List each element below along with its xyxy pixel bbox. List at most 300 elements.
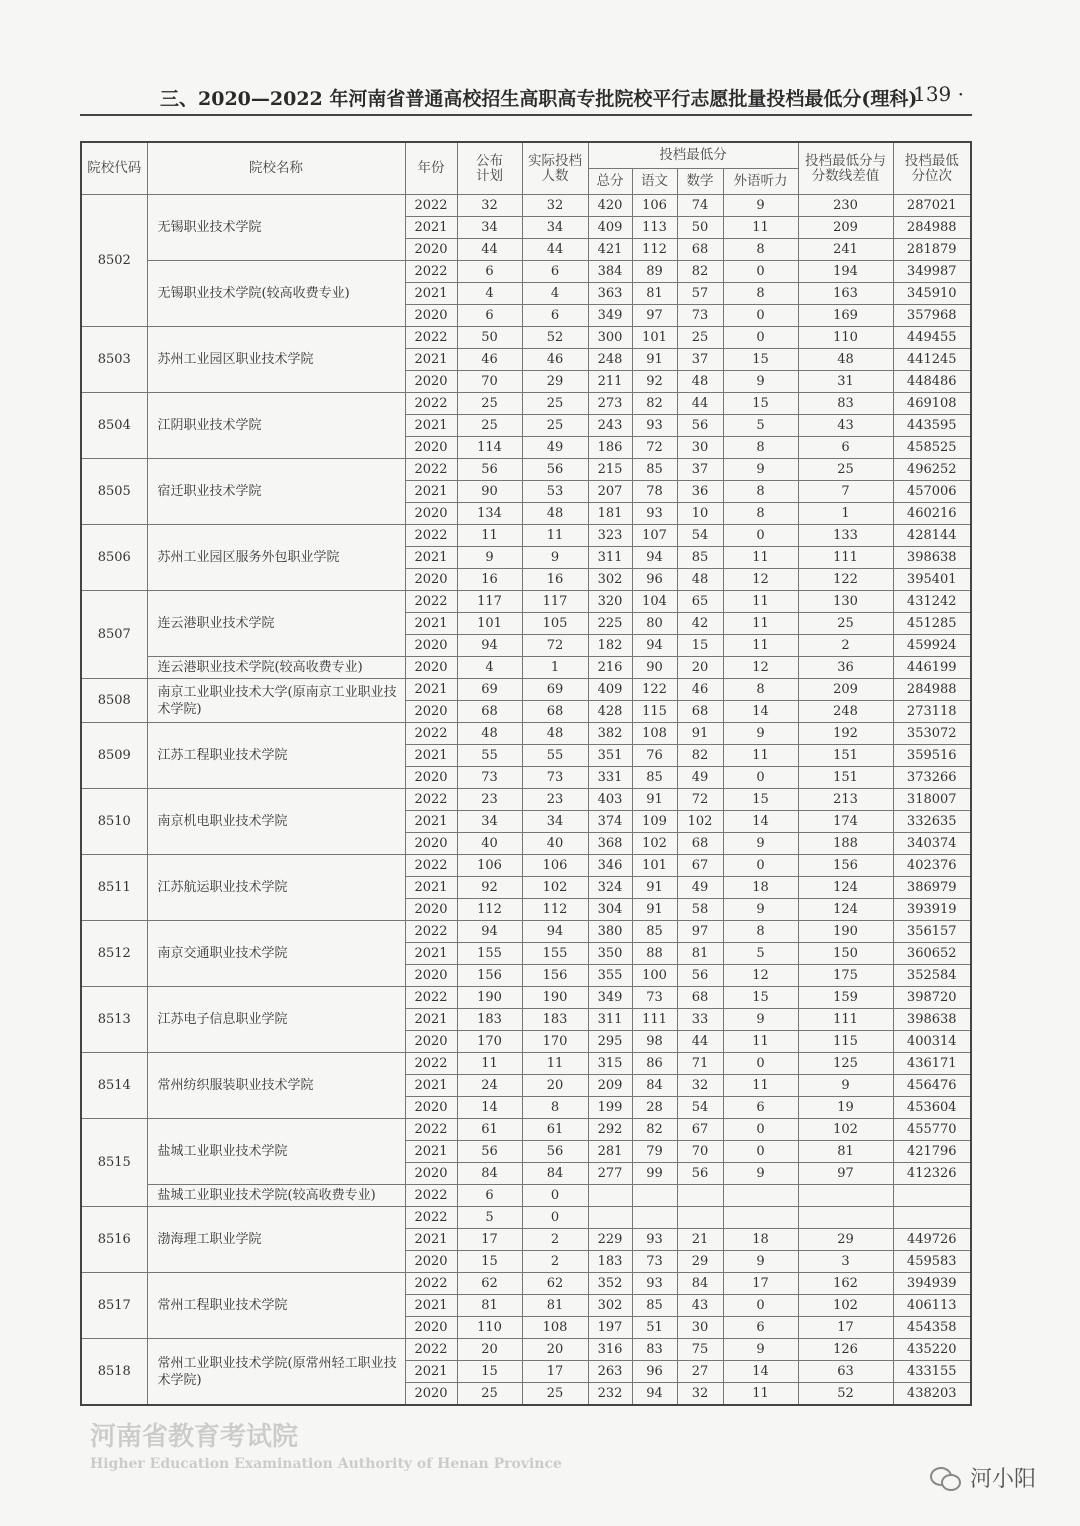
cell-foreign: 15 <box>723 393 798 415</box>
cell-year: 2022 <box>405 327 457 349</box>
table-row <box>81 1119 971 1141</box>
cell-math: 42 <box>677 613 723 635</box>
cell-diff: 48 <box>798 349 893 371</box>
cell-diff: 163 <box>798 283 893 305</box>
cell-chinese: 98 <box>632 1031 677 1053</box>
cell-plan: 94 <box>457 921 522 943</box>
cell-foreign: 11 <box>723 1383 798 1406</box>
cell-plan: 9 <box>457 547 522 569</box>
cell-year: 2021 <box>405 283 457 305</box>
table-row <box>81 657 971 679</box>
cell-plan: 68 <box>457 701 522 723</box>
cell-diff: 83 <box>798 393 893 415</box>
cell-total: 292 <box>588 1119 632 1141</box>
cell-actual: 52 <box>522 327 588 349</box>
cell-plan: 6 <box>457 261 522 283</box>
cell-year: 2021 <box>405 349 457 371</box>
cell-actual: 62 <box>522 1273 588 1295</box>
cell-math: 37 <box>677 459 723 481</box>
cell-plan: 101 <box>457 613 522 635</box>
cell-math: 43 <box>677 1295 723 1317</box>
cell-math: 49 <box>677 767 723 789</box>
cell-actual: 170 <box>522 1031 588 1053</box>
cell-chinese: 82 <box>632 393 677 415</box>
cell-foreign: 15 <box>723 349 798 371</box>
cell-foreign: 0 <box>723 767 798 789</box>
cell-rank: 398638 <box>893 1009 971 1031</box>
cell-plan: 25 <box>457 393 522 415</box>
cell-math: 56 <box>677 1163 723 1185</box>
cell-year: 2021 <box>405 1361 457 1383</box>
cell-rank: 373266 <box>893 767 971 789</box>
cell-total: 384 <box>588 261 632 283</box>
cell-plan: 24 <box>457 1075 522 1097</box>
cell-total: 273 <box>588 393 632 415</box>
cell-math: 70 <box>677 1141 723 1163</box>
cell-math: 48 <box>677 569 723 591</box>
cell-rank: 496252 <box>893 459 971 481</box>
cell-chinese: 101 <box>632 327 677 349</box>
cell-chinese: 107 <box>632 525 677 547</box>
cell-total: 277 <box>588 1163 632 1185</box>
cell-plan: 46 <box>457 349 522 371</box>
cell-rank: 454358 <box>893 1317 971 1339</box>
school-name: 连云港职业技术学院(较高收费专业) <box>147 657 405 679</box>
col-name: 院校名称 <box>147 142 405 195</box>
cell-foreign: 0 <box>723 855 798 877</box>
cell-plan: 11 <box>457 525 522 547</box>
cell-year: 2022 <box>405 591 457 613</box>
cell-chinese: 122 <box>632 679 677 701</box>
cell-actual: 23 <box>522 789 588 811</box>
cell-total: 209 <box>588 1075 632 1097</box>
col-foreign-listening: 外语听力 <box>723 169 798 195</box>
cell-plan: 15 <box>457 1361 522 1383</box>
cell-total: 302 <box>588 569 632 591</box>
cell-rank: 406113 <box>893 1295 971 1317</box>
table-row <box>81 921 971 943</box>
school-name: 南京机电职业技术学院 <box>147 789 405 855</box>
table-row <box>81 1207 971 1229</box>
cell-chinese: 112 <box>632 239 677 261</box>
cell-actual: 72 <box>522 635 588 657</box>
cell-diff: 190 <box>798 921 893 943</box>
school-name: 常州工程职业技术学院 <box>147 1273 405 1339</box>
school-name: 常州工业职业技术学院(原常州轻工职业技术学院) <box>147 1339 405 1406</box>
table-row <box>81 1053 971 1075</box>
cell-plan: 110 <box>457 1317 522 1339</box>
table-row <box>81 261 971 283</box>
cell-plan: 56 <box>457 1141 522 1163</box>
cell-math: 57 <box>677 283 723 305</box>
cell-year: 2021 <box>405 1229 457 1251</box>
cell-chinese: 85 <box>632 921 677 943</box>
cell-foreign: 11 <box>723 745 798 767</box>
table-row <box>81 789 971 811</box>
cell-total: 420 <box>588 195 632 217</box>
cell-foreign: 11 <box>723 635 798 657</box>
cell-diff: 124 <box>798 877 893 899</box>
cell-diff: 122 <box>798 569 893 591</box>
school-code: 8504 <box>81 393 147 459</box>
cell-rank: 393919 <box>893 899 971 921</box>
cell-actual: 81 <box>522 1295 588 1317</box>
cell-rank: 356157 <box>893 921 971 943</box>
cell-diff: 125 <box>798 1053 893 1075</box>
cell-chinese: 82 <box>632 1119 677 1141</box>
cell-chinese: 51 <box>632 1317 677 1339</box>
cell-total: 211 <box>588 371 632 393</box>
cell-actual: 105 <box>522 613 588 635</box>
cell-chinese: 81 <box>632 283 677 305</box>
cell-rank: 395401 <box>893 569 971 591</box>
school-name: 江苏电子信息职业学院 <box>147 987 405 1053</box>
cell-plan: 4 <box>457 283 522 305</box>
col-diff <box>798 142 893 195</box>
cell-rank: 284988 <box>893 217 971 239</box>
cell-diff <box>798 1207 893 1229</box>
table-header <box>81 142 971 195</box>
cell-math: 32 <box>677 1075 723 1097</box>
cell-year: 2022 <box>405 195 457 217</box>
cell-actual: 2 <box>522 1229 588 1251</box>
cell-actual: 25 <box>522 1383 588 1406</box>
cell-diff: 25 <box>798 613 893 635</box>
cell-actual: 29 <box>522 371 588 393</box>
cell-diff: 159 <box>798 987 893 1009</box>
table-row <box>81 525 971 547</box>
col-code: 院校代码 <box>81 142 147 195</box>
cell-chinese: 99 <box>632 1163 677 1185</box>
cell-chinese: 85 <box>632 1295 677 1317</box>
cell-math: 72 <box>677 789 723 811</box>
cell-plan: 25 <box>457 1383 522 1406</box>
cell-plan: 92 <box>457 877 522 899</box>
cell-diff: 169 <box>798 305 893 327</box>
cell-total: 346 <box>588 855 632 877</box>
cell-plan: 81 <box>457 1295 522 1317</box>
cell-actual: 34 <box>522 811 588 833</box>
cell-foreign: 14 <box>723 1361 798 1383</box>
cell-math: 29 <box>677 1251 723 1273</box>
cell-plan: 56 <box>457 459 522 481</box>
school-name: 江阴职业技术学院 <box>147 393 405 459</box>
cell-rank: 281879 <box>893 239 971 261</box>
cell-year: 2022 <box>405 789 457 811</box>
cell-foreign: 12 <box>723 657 798 679</box>
cell-chinese: 91 <box>632 349 677 371</box>
account-name: 河小阳 <box>970 1467 1037 1492</box>
table-row <box>81 679 971 701</box>
cell-total <box>588 1207 632 1229</box>
cell-rank: 386979 <box>893 877 971 899</box>
cell-rank: 360652 <box>893 943 971 965</box>
cell-total: 409 <box>588 679 632 701</box>
cell-actual: 56 <box>522 1141 588 1163</box>
cell-foreign: 6 <box>723 1097 798 1119</box>
cell-chinese: 93 <box>632 1273 677 1295</box>
col-year: 年份 <box>405 142 457 195</box>
cell-diff: 1 <box>798 503 893 525</box>
cell-chinese: 85 <box>632 767 677 789</box>
cell-diff: 241 <box>798 239 893 261</box>
cell-rank: 438203 <box>893 1383 971 1406</box>
col-rank-label: 投档最低分位次 <box>904 152 959 184</box>
school-code: 8512 <box>81 921 147 987</box>
cell-actual: 16 <box>522 569 588 591</box>
cell-year: 2021 <box>405 217 457 239</box>
cell-plan: 44 <box>457 239 522 261</box>
cell-math: 27 <box>677 1361 723 1383</box>
cell-foreign: 11 <box>723 217 798 239</box>
cell-rank: 357968 <box>893 305 971 327</box>
cell-chinese: 83 <box>632 1339 677 1361</box>
cell-math: 71 <box>677 1053 723 1075</box>
cell-total: 324 <box>588 877 632 899</box>
cell-total: 216 <box>588 657 632 679</box>
cell-math <box>677 1207 723 1229</box>
cell-foreign: 5 <box>723 415 798 437</box>
cell-math: 44 <box>677 393 723 415</box>
cell-diff: 248 <box>798 701 893 723</box>
page-title: 三、2020—2022 年河南省普通高校招生高职高专批院校平行志愿批量投档最低分(理科) <box>160 88 918 110</box>
account-watermark <box>930 1462 1036 1493</box>
cell-rank: 449455 <box>893 327 971 349</box>
cell-math: 48 <box>677 371 723 393</box>
school-code: 8510 <box>81 789 147 855</box>
cell-math: 21 <box>677 1229 723 1251</box>
cell-diff: 209 <box>798 217 893 239</box>
col-actual-label: 实际投档人数 <box>528 152 582 184</box>
cell-rank: 460216 <box>893 503 971 525</box>
cell-chinese: 101 <box>632 855 677 877</box>
cell-chinese: 90 <box>632 657 677 679</box>
cell-year: 2021 <box>405 1141 457 1163</box>
cell-diff: 3 <box>798 1251 893 1273</box>
cell-total: 281 <box>588 1141 632 1163</box>
cell-total: 186 <box>588 437 632 459</box>
cell-total: 199 <box>588 1097 632 1119</box>
school-code: 8515 <box>81 1119 147 1207</box>
cell-plan: 17 <box>457 1229 522 1251</box>
cell-foreign: 8 <box>723 503 798 525</box>
cell-foreign: 18 <box>723 1229 798 1251</box>
cell-year: 2020 <box>405 1317 457 1339</box>
cell-year: 2022 <box>405 1053 457 1075</box>
table-row <box>81 195 971 217</box>
school-code: 8502 <box>81 195 147 327</box>
cell-diff: 6 <box>798 437 893 459</box>
cell-actual: 8 <box>522 1097 588 1119</box>
cell-math: 68 <box>677 987 723 1009</box>
cell-year: 2020 <box>405 1097 457 1119</box>
cell-chinese: 104 <box>632 591 677 613</box>
cell-foreign: 9 <box>723 371 798 393</box>
cell-math: 56 <box>677 415 723 437</box>
col-math: 数学 <box>677 169 723 195</box>
cell-chinese: 115 <box>632 701 677 723</box>
cell-rank: 353072 <box>893 723 971 745</box>
cell-math: 73 <box>677 305 723 327</box>
cell-diff: 174 <box>798 811 893 833</box>
cell-math: 50 <box>677 217 723 239</box>
cell-plan: 14 <box>457 1097 522 1119</box>
cell-math: 54 <box>677 525 723 547</box>
cell-foreign: 6 <box>723 1317 798 1339</box>
cell-rank: 446199 <box>893 657 971 679</box>
cell-plan: 40 <box>457 833 522 855</box>
school-name: 江苏航运职业技术学院 <box>147 855 405 921</box>
cell-year: 2021 <box>405 1075 457 1097</box>
cell-year: 2021 <box>405 679 457 701</box>
cell-plan: 62 <box>457 1273 522 1295</box>
cell-chinese: 91 <box>632 899 677 921</box>
cell-foreign: 18 <box>723 877 798 899</box>
cell-total: 428 <box>588 701 632 723</box>
cell-chinese: 80 <box>632 613 677 635</box>
cell-chinese: 106 <box>632 195 677 217</box>
cell-year: 2021 <box>405 943 457 965</box>
cell-diff: 17 <box>798 1317 893 1339</box>
school-code: 8517 <box>81 1273 147 1339</box>
cell-chinese: 93 <box>632 503 677 525</box>
cell-foreign <box>723 1207 798 1229</box>
cell-total: 311 <box>588 547 632 569</box>
cell-foreign: 11 <box>723 1075 798 1097</box>
cell-chinese: 85 <box>632 459 677 481</box>
cell-rank: 459924 <box>893 635 971 657</box>
cell-plan: 55 <box>457 745 522 767</box>
cell-chinese: 91 <box>632 789 677 811</box>
school-code: 8518 <box>81 1339 147 1406</box>
cell-plan: 6 <box>457 1185 522 1207</box>
cell-rank: 287021 <box>893 195 971 217</box>
cell-actual: 68 <box>522 701 588 723</box>
cell-math: 10 <box>677 503 723 525</box>
cell-rank: 431242 <box>893 591 971 613</box>
cell-rank: 345910 <box>893 283 971 305</box>
cell-plan: 106 <box>457 855 522 877</box>
cell-math: 68 <box>677 701 723 723</box>
cell-actual: 20 <box>522 1339 588 1361</box>
cell-diff: 2 <box>798 635 893 657</box>
school-code: 8508 <box>81 679 147 723</box>
cell-math: 30 <box>677 1317 723 1339</box>
cell-plan: 6 <box>457 305 522 327</box>
cell-diff: 188 <box>798 833 893 855</box>
cell-rank: 352584 <box>893 965 971 987</box>
cell-year: 2022 <box>405 1207 457 1229</box>
cell-actual: 102 <box>522 877 588 899</box>
cell-chinese: 93 <box>632 1229 677 1251</box>
cell-year: 2021 <box>405 481 457 503</box>
cell-chinese: 76 <box>632 745 677 767</box>
admission-score-table <box>80 141 972 1406</box>
cell-actual: 25 <box>522 393 588 415</box>
cell-year: 2020 <box>405 305 457 327</box>
cell-total <box>588 1185 632 1207</box>
cell-foreign: 9 <box>723 1009 798 1031</box>
cell-diff: 81 <box>798 1141 893 1163</box>
cell-plan: 16 <box>457 569 522 591</box>
cell-math: 30 <box>677 437 723 459</box>
col-min-score-group: 投档最低分 <box>588 142 798 169</box>
cell-plan: 61 <box>457 1119 522 1141</box>
cell-math: 84 <box>677 1273 723 1295</box>
cell-actual: 6 <box>522 305 588 327</box>
cell-rank: 428144 <box>893 525 971 547</box>
cell-diff: 151 <box>798 745 893 767</box>
cell-year: 2020 <box>405 701 457 723</box>
cell-foreign: 17 <box>723 1273 798 1295</box>
cell-math: 82 <box>677 261 723 283</box>
cell-actual: 84 <box>522 1163 588 1185</box>
cell-diff: 29 <box>798 1229 893 1251</box>
cell-chinese <box>632 1185 677 1207</box>
cell-plan: 84 <box>457 1163 522 1185</box>
cell-total: 421 <box>588 239 632 261</box>
cell-actual: 112 <box>522 899 588 921</box>
cell-year: 2020 <box>405 1383 457 1406</box>
cell-diff: 19 <box>798 1097 893 1119</box>
cell-diff: 102 <box>798 1119 893 1141</box>
cell-diff: 97 <box>798 1163 893 1185</box>
cell-rank: 457006 <box>893 481 971 503</box>
watermark-english: Higher Education Examination Authority of Henan Province <box>90 1456 562 1472</box>
cell-foreign: 11 <box>723 591 798 613</box>
cell-diff: 43 <box>798 415 893 437</box>
cell-total: 225 <box>588 613 632 635</box>
school-code: 8513 <box>81 987 147 1053</box>
cell-actual: 2 <box>522 1251 588 1273</box>
cell-math: 15 <box>677 635 723 657</box>
cell-plan: 69 <box>457 679 522 701</box>
cell-total: 182 <box>588 635 632 657</box>
school-name: 江苏工程职业技术学院 <box>147 723 405 789</box>
cell-foreign: 9 <box>723 459 798 481</box>
cell-total: 403 <box>588 789 632 811</box>
cell-plan: 117 <box>457 591 522 613</box>
school-code: 8516 <box>81 1207 147 1273</box>
cell-total: 331 <box>588 767 632 789</box>
cell-year: 2020 <box>405 569 457 591</box>
cell-diff: 102 <box>798 1295 893 1317</box>
cell-chinese: 102 <box>632 833 677 855</box>
cell-year: 2022 <box>405 459 457 481</box>
cell-math: 49 <box>677 877 723 899</box>
cell-math: 46 <box>677 679 723 701</box>
col-plan-label: 公布计划 <box>476 152 503 184</box>
cell-total: 183 <box>588 1251 632 1273</box>
cell-plan: 4 <box>457 657 522 679</box>
cell-foreign: 0 <box>723 327 798 349</box>
cell-foreign: 9 <box>723 1339 798 1361</box>
page-number: · 139 · <box>900 82 964 106</box>
cell-diff <box>798 1185 893 1207</box>
table-row <box>81 855 971 877</box>
cell-year: 2020 <box>405 635 457 657</box>
school-code: 8506 <box>81 525 147 591</box>
cell-chinese: 96 <box>632 1361 677 1383</box>
cell-rank: 394939 <box>893 1273 971 1295</box>
cell-diff: 124 <box>798 899 893 921</box>
cell-total: 350 <box>588 943 632 965</box>
school-name: 盐城工业职业技术学院 <box>147 1119 405 1185</box>
cell-chinese: 93 <box>632 415 677 437</box>
cell-actual: 44 <box>522 239 588 261</box>
cell-total: 409 <box>588 217 632 239</box>
school-name: 苏州工业园区职业技术学院 <box>147 327 405 393</box>
